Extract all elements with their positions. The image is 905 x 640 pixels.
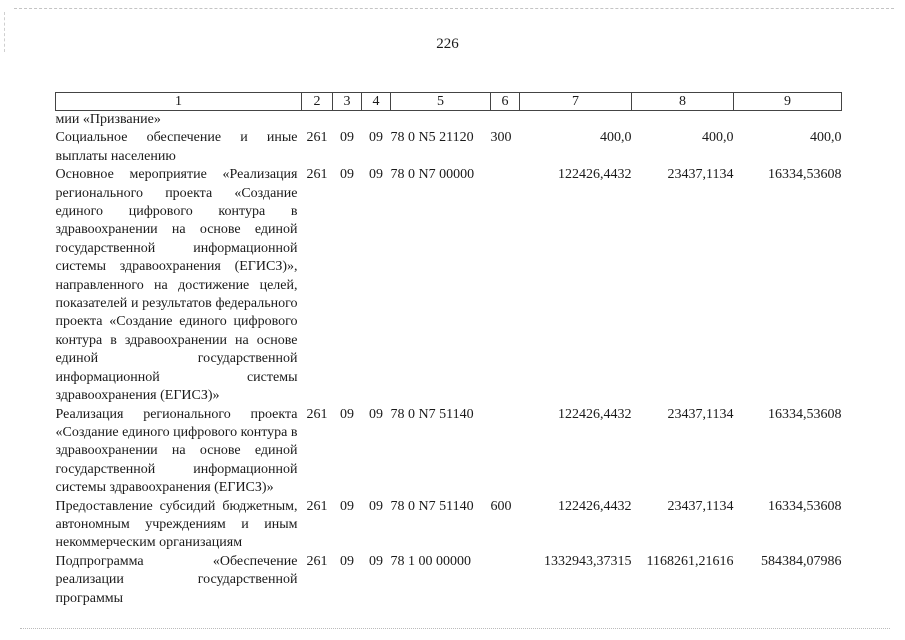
amount-year3-cell <box>734 111 842 130</box>
amount-year3-cell: 400,0 <box>810 130 842 146</box>
amount-year2-cell <box>632 111 734 130</box>
section-cell: 09 <box>340 130 354 146</box>
section-cell: 09 <box>340 553 354 569</box>
ministry-code-cell <box>302 111 333 130</box>
row-name-cell: Реализация регионального проекта «Создание единого цифрового контура в здравоохранении на основе единой государственной информационной системы здравоохранения (ЕГИСЗ)» <box>55 406 298 496</box>
section-cell: 09 <box>340 167 354 183</box>
column-header: 6 <box>491 93 520 111</box>
amount-year2-cell: 23437,1134 <box>667 406 734 422</box>
amount-year1-cell: 122426,4432 <box>558 406 632 422</box>
ministry-code-cell: 261 <box>306 498 328 514</box>
amount-year1-cell: 122426,4432 <box>558 498 632 514</box>
target-article-cell: 78 1 00 00000 <box>390 553 471 569</box>
ministry-code-cell: 261 <box>306 130 328 146</box>
target-article-cell: 78 0 N7 51140 <box>390 406 474 422</box>
table-row <box>56 553 842 608</box>
column-header: 8 <box>632 93 734 111</box>
page-top-rule <box>14 8 894 9</box>
ministry-code-cell: 261 <box>306 167 328 183</box>
ministry-code-cell: 261 <box>306 406 328 422</box>
column-header: 4 <box>362 93 391 111</box>
subsection-cell: 09 <box>369 130 383 146</box>
section-cell: 09 <box>340 498 354 514</box>
table-row <box>56 129 842 166</box>
table-row <box>56 111 842 130</box>
column-header: 7 <box>520 93 632 111</box>
target-article-cell: 78 0 N5 21120 <box>390 130 474 146</box>
amount-year3-cell: 16334,53608 <box>768 498 842 514</box>
amount-year3-cell: 584384,07986 <box>761 553 842 569</box>
amount-year3-cell: 16334,53608 <box>768 167 842 183</box>
table-row <box>56 498 842 553</box>
page-number: 226 <box>436 36 459 52</box>
subsection-cell: 09 <box>369 167 383 183</box>
amount-year3-cell: 16334,53608 <box>768 406 842 422</box>
amount-year1-cell: 400,0 <box>600 130 632 146</box>
subsection-cell: 09 <box>369 406 383 422</box>
row-name-cell: Предоставление субсидий бюджетным, автономным учреждениям и иным некоммерческим организациям <box>55 498 298 551</box>
amount-year2-cell: 23437,1134 <box>667 167 734 183</box>
expense-type-cell: 600 <box>490 498 512 514</box>
table-body <box>56 111 842 608</box>
table-row <box>56 406 842 498</box>
amount-year1-cell <box>520 111 632 130</box>
column-header: 5 <box>391 93 491 111</box>
expense-type-cell <box>491 406 520 498</box>
ministry-code-cell: 261 <box>306 553 328 569</box>
section-cell: 09 <box>340 406 354 422</box>
column-header: 1 <box>56 93 302 111</box>
column-header: 2 <box>302 93 333 111</box>
table-header-row <box>56 93 842 111</box>
budget-table <box>55 92 842 608</box>
amount-year1-cell: 1332943,37315 <box>544 553 632 569</box>
subsection-cell: 09 <box>369 498 383 514</box>
target-article-cell: 78 0 N7 00000 <box>390 167 475 183</box>
subsection-cell: 09 <box>369 553 383 569</box>
section-cell <box>333 111 362 130</box>
expense-type-cell <box>491 166 520 405</box>
row-name-cell: Основное мероприятие «Реализация регионального проекта «Создание единого цифрового контура в здравоохранении на основе единой государственной информационной системы здравоохранения (ЕГИСЗ)», направленного на достижение целей, показателей и результатов федерального проекта «Создание единого цифрового контура в здравоохранении на основе единой государственной информационной системы здравоохранения (ЕГИСЗ)» <box>55 167 298 404</box>
expense-type-cell: 300 <box>490 130 512 146</box>
column-header: 9 <box>734 93 842 111</box>
target-article-cell <box>391 111 491 130</box>
amount-year1-cell: 122426,4432 <box>558 167 632 183</box>
row-name-cell: Социальное обеспечение и иные выплаты населению <box>55 130 298 164</box>
table-row <box>56 166 842 405</box>
page-bottom-rule <box>20 628 890 629</box>
subsection-cell <box>362 111 391 130</box>
row-name-cell: мии «Призвание» <box>55 112 161 127</box>
amount-year2-cell: 400,0 <box>702 130 734 146</box>
target-article-cell: 78 0 N7 51140 <box>390 498 474 514</box>
amount-year2-cell: 1168261,21616 <box>646 553 734 569</box>
amount-year2-cell: 23437,1134 <box>667 498 734 514</box>
expense-type-cell <box>491 553 520 608</box>
row-name-cell: Подпрограмма «Обеспечение реализации государственной программы <box>55 553 298 606</box>
expense-type-cell <box>491 111 520 130</box>
column-header: 3 <box>333 93 362 111</box>
